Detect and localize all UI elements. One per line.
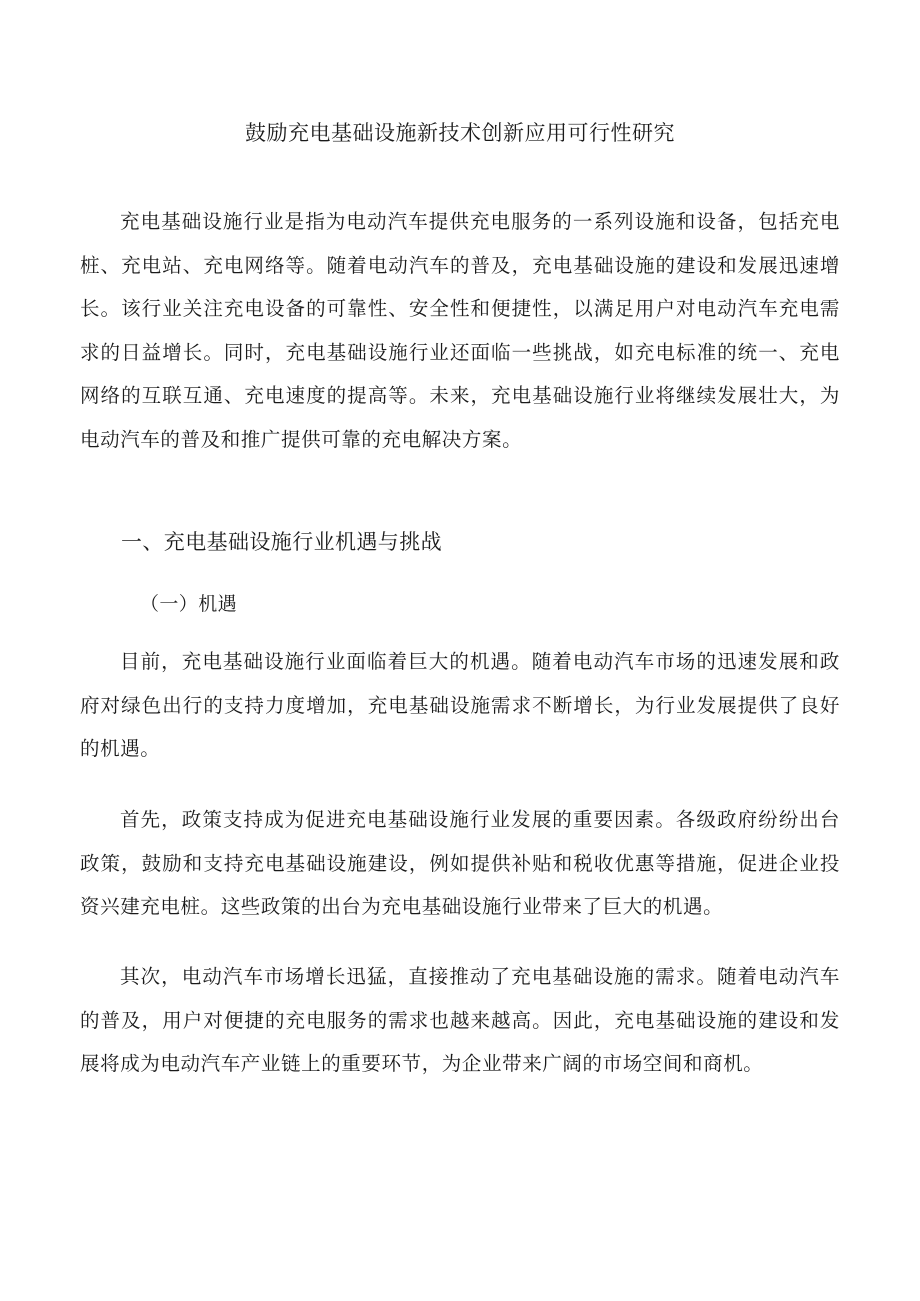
intro-paragraph: 充电基础设施行业是指为电动汽车提供充电服务的一系列设施和设备，包括充电桩、充电站、充电网络等。随着电动汽车的普及，充电基础设施的建设和发展迅速增长。该行业关注充电设备的可靠性、安全性和便捷性，以满足用户对电动汽车充电需求的日益增长。同时，充电基础设施行业还面临一些挑战，如充电标准的统一、充电网络的互联互通、充电速度的提高等。未来，充电基础设施行业将继续发展壮大，为电动汽车的普及和推广提供可靠的充电解决方案。 — [80, 210, 840, 451]
section-heading: 一、充电基础设施行业机遇与挑战 — [121, 530, 442, 554]
subsection-heading: （一）机遇 — [140, 593, 238, 615]
document-title: 鼓励充电基础设施新技术创新应用可行性研究 — [245, 121, 675, 145]
opportunity-paragraph: 目前，充电基础设施行业面临着巨大的机遇。随着电动汽车市场的迅速发展和政府对绿色出行的支持力度增加，充电基础设施需求不断增长，为行业发展提供了良好的机遇。 — [80, 650, 840, 761]
first-point-paragraph: 首先，政策支持成为促进充电基础设施行业发展的重要因素。各级政府纷纷出台政策，鼓励和支持充电基础设施建设，例如提供补贴和税收优惠等措施，促进企业投资兴建充电桩。这些政策的出台为充电基础设施行业带来了巨大的机遇。 — [80, 808, 840, 919]
second-point-paragraph: 其次，电动汽车市场增长迅猛，直接推动了充电基础设施的需求。随着电动汽车的普及，用户对便捷的充电服务的需求也越来越高。因此，充电基础设施的建设和发展将成为电动汽车产业链上的重要环节，为企业带来广阔的市场空间和商机。 — [80, 965, 840, 1076]
